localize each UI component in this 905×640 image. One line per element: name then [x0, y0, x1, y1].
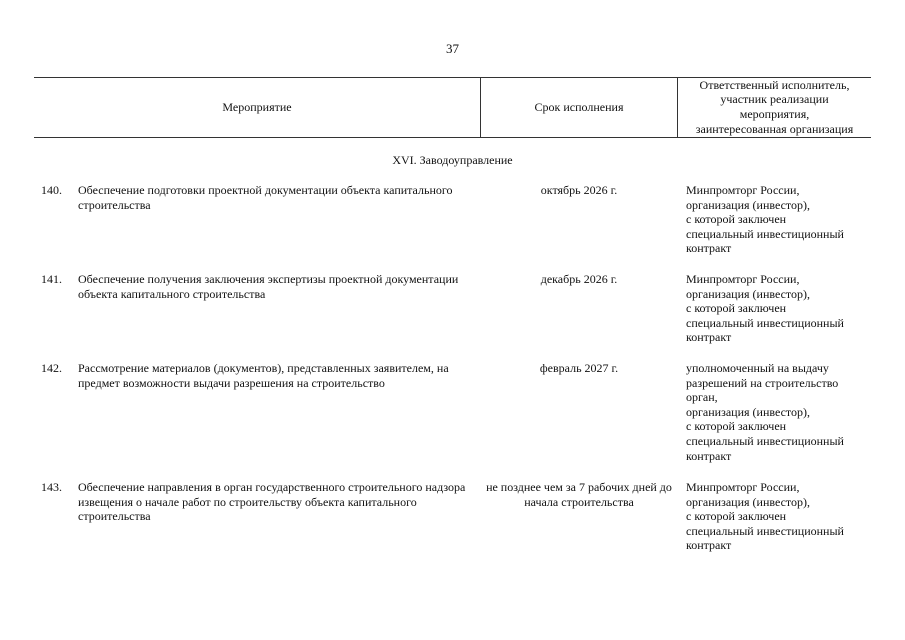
table-header-bottom-rule: [34, 137, 871, 138]
column-header-responsible: Ответственный исполнитель, участник реализации мероприятия, заинтересованная организация: [695, 77, 854, 136]
deadline: не позднее чем за 7 рабочих дней до начала строительства: [486, 480, 672, 509]
responsible-party: Минпромторг России, организация (инвестор), с которой заключен специальный инвестиционный контракт: [686, 272, 844, 345]
responsible-party: Минпромторг России, организация (инвестор), с которой заключен специальный инвестиционный контракт: [686, 183, 844, 256]
column-header-term: Срок исполнения: [534, 99, 624, 114]
event-name: Обеспечение подготовки проектной документации объекта капитального строительства: [78, 183, 453, 212]
deadline: декабрь 2026 г.: [540, 272, 618, 286]
row-number: 143.: [41, 480, 62, 494]
row-number: 142.: [41, 361, 62, 375]
event-name: Рассмотрение материалов (документов), представленных заявителем, на предмет возможности выдачи разрешения на строительство: [78, 361, 449, 390]
event-name: Обеспечение направления в орган государственного строительного надзора извещения о начале работ по строительству объекта капитального строительства: [78, 480, 466, 524]
event-name: Обеспечение получения заключения экспертизы проектной документации объекта капитального строительства: [78, 272, 459, 301]
section-title: XVI. Заводоуправление: [392, 153, 513, 167]
responsible-party: уполномоченный на выдачу разрешений на строительство орган, организация (инвестор), с которой заключен специальный инвестиционный контракт: [686, 361, 844, 463]
row-number: 141.: [41, 272, 62, 286]
deadline: февраль 2027 г.: [539, 361, 619, 375]
responsible-party: Минпромторг России, организация (инвестор), с которой заключен специальный инвестиционный контракт: [686, 480, 844, 553]
deadline: октябрь 2026 г.: [540, 183, 618, 197]
page-number: 37: [446, 41, 459, 56]
column-header-event: Мероприятие: [222, 99, 292, 114]
row-number: 140.: [41, 183, 62, 197]
